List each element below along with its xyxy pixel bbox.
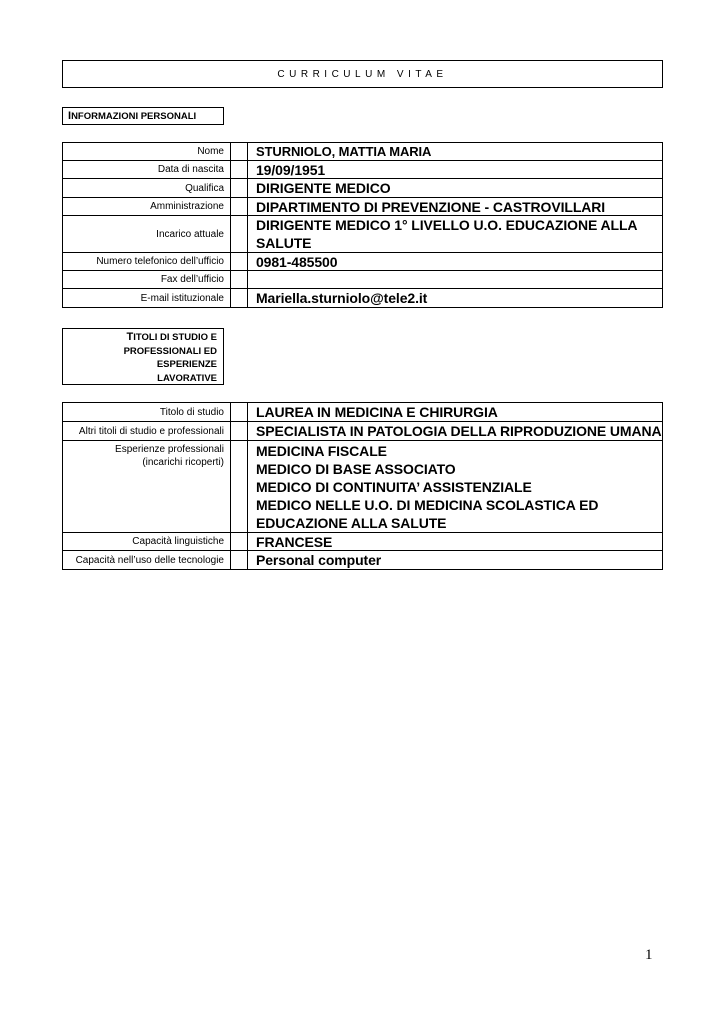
value-data-nascita: 19/09/1951 <box>248 161 663 179</box>
table-row <box>63 271 663 289</box>
table-row <box>63 403 663 422</box>
value-amministrazione: DIPARTIMENTO DI PREVENZIONE - CASTROVILLARI <box>248 198 663 216</box>
label-esperienze <box>63 441 231 533</box>
label-esperienze-line1: Esperienze professionali <box>115 444 224 455</box>
value-esperienze <box>248 441 663 533</box>
table-row <box>63 422 663 441</box>
label-tecnologie: Capacità nell’uso delle tecnologie <box>63 551 231 570</box>
studies-table <box>62 402 663 570</box>
value-email: Mariella.sturniolo@tele2.it <box>248 289 663 308</box>
cv-title-box <box>62 60 663 88</box>
label-incarico-attuale: Incarico attuale <box>63 216 231 253</box>
table-row <box>63 441 663 533</box>
section-studies-line4: LAVORATIVE <box>157 372 217 384</box>
esperienza-item: MEDICO DI BASE ASSOCIATO <box>256 460 456 477</box>
label-telefono: Numero telefonico dell’ufficio <box>63 253 231 271</box>
table-row <box>63 198 663 216</box>
value-tecnologie: Personal computer <box>248 551 663 570</box>
personal-info-table <box>62 142 663 308</box>
section-studies-header <box>62 328 224 385</box>
table-row <box>63 161 663 179</box>
label-lingue: Capacità linguistiche <box>63 533 231 551</box>
label-qualifica: Qualifica <box>63 179 231 198</box>
value-telefono: 0981-485500 <box>248 253 663 271</box>
label-altri-titoli: Altri titoli di studio e professionali <box>63 422 231 441</box>
label-titolo-studio: Titolo di studio <box>63 403 231 422</box>
label-nome: Nome <box>63 143 231 161</box>
page-number: 1 <box>645 947 653 963</box>
value-incarico-line1: DIRIGENTE MEDICO 1° LIVELLO U.O. EDUCAZIONE ALLA <box>256 217 638 233</box>
value-fax <box>248 271 663 289</box>
value-altri-titoli: SPECIALISTA IN PATOLOGIA DELLA RIPRODUZIONE UMANA <box>248 422 663 441</box>
value-lingue: FRANCESE <box>248 533 663 551</box>
table-row <box>63 216 663 253</box>
value-incarico-attuale <box>248 216 663 253</box>
section-studies-line1: TITOLI DI STUDIO E <box>126 331 217 343</box>
section-studies-line3: ESPERIENZE <box>156 359 217 370</box>
table-row <box>63 143 663 161</box>
esperienza-item: MEDICO DI CONTINUITA’ ASSISTENZIALE <box>256 478 532 495</box>
label-amministrazione: Amministrazione <box>63 198 231 216</box>
label-fax: Fax dell’ufficio <box>63 271 231 289</box>
esperienza-item: MEDICO NELLE U.O. DI MEDICINA SCOLASTICA ED <box>256 496 599 513</box>
label-email: E-mail istituzionale <box>63 289 231 308</box>
table-row <box>63 551 663 570</box>
table-row <box>63 533 663 551</box>
value-incarico-line2: SALUTE <box>256 235 312 251</box>
esperienza-item: EDUCAZIONE ALLA SALUTE <box>256 514 447 531</box>
value-nome: STURNIOLO, MATTIA MARIA <box>248 143 663 161</box>
label-data-nascita: Data di nascita <box>63 161 231 179</box>
section-personal-info-header <box>62 107 224 125</box>
table-row <box>63 253 663 271</box>
table-row <box>63 289 663 308</box>
value-qualifica: DIRIGENTE MEDICO <box>248 179 663 198</box>
label-esperienze-line2: (incarichi ricoperti) <box>142 457 224 468</box>
table-row <box>63 179 663 198</box>
esperienza-item: MEDICINA FISCALE <box>256 442 387 459</box>
cv-title: CURRICULUM VITAE <box>277 68 448 80</box>
value-titolo-studio: LAUREA IN MEDICINA E CHIRURGIA <box>248 403 663 422</box>
section-studies-line2: PROFESSIONALI ED <box>123 345 217 357</box>
section-personal-rest: NFORMAZIONI PERSONALI <box>71 111 197 122</box>
section-personal-initial: I <box>68 110 72 122</box>
